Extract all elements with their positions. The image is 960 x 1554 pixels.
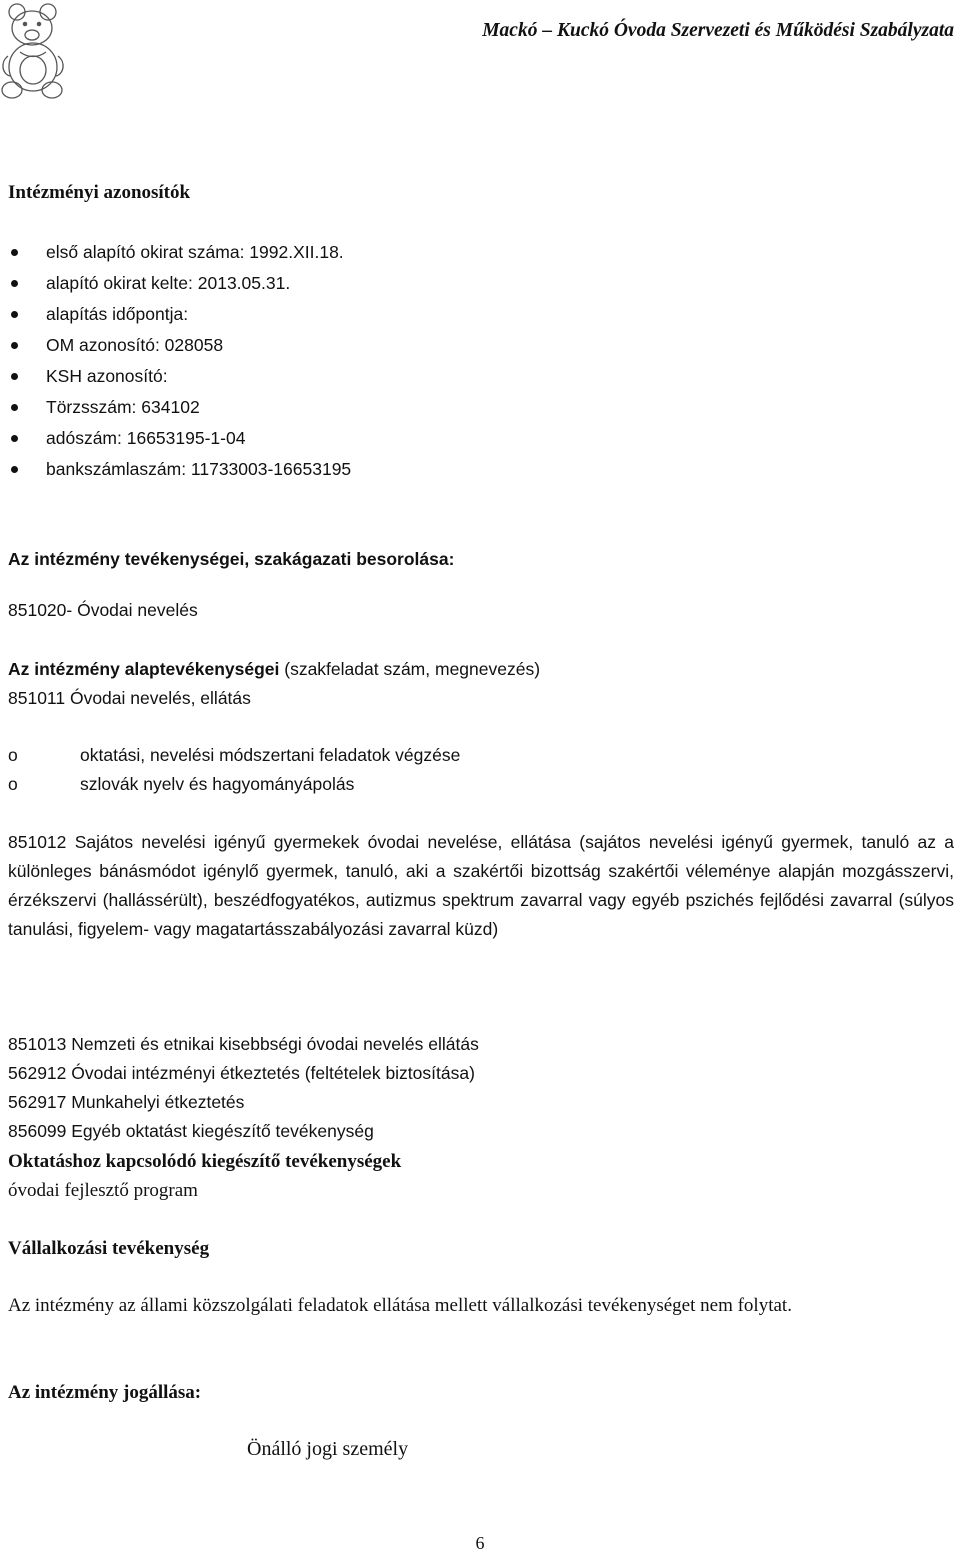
list-item: 562912 Óvodai intézményi étkeztetés (feltételek biztosítása): [8, 1063, 475, 1083]
list-item: 856099 Egyéb oktatást kiegészítő tevékenység: [8, 1121, 374, 1141]
bullet-icon: [11, 249, 18, 256]
core-activities-heading: Az intézmény alaptevékenységei (szakfeladat szám, megnevezés): [8, 659, 541, 679]
list-item: első alapító okirat száma: 1992.XII.18.: [8, 237, 954, 268]
other-activities: [8, 1030, 954, 1146]
list-item: 851013 Nemzeti és etnikai kisebbségi óvodai nevelés ellátás: [8, 1034, 479, 1054]
classification-heading: Az intézmény tevékenységei, szakágazati besorolása:: [8, 549, 455, 569]
core-activity-first: 851011 Óvodai nevelés, ellátás: [8, 688, 251, 708]
supplementary-heading: Oktatáshoz kapcsolódó kiegészítő tevékenységek: [8, 1151, 402, 1172]
bullet-icon: [11, 342, 18, 349]
identifiers-list: [8, 237, 954, 485]
list-item: alapító okirat kelte: 2013.05.31.: [8, 268, 954, 299]
business-text: Az intézmény az állami közszolgálati feladatok ellátása mellett vállalkozási tevékenységet nem folytat.: [8, 1295, 792, 1316]
list-item: bankszámlaszám: 11733003-16653195: [8, 454, 954, 485]
list-item: adószám: 16653195-1-04: [8, 423, 954, 454]
supplementary-text: óvodai fejlesztő program: [8, 1180, 198, 1201]
legal-status-value: Önálló jogi személy: [247, 1438, 409, 1460]
list-item: o oktatási, nevelési módszertani feladatok végzése: [8, 741, 954, 770]
bullet-icon: [11, 311, 18, 318]
identifiers-heading: Intézményi azonosítók: [8, 182, 191, 203]
special-needs-paragraph: 851012 Sajátos nevelési igényű gyermekek óvodai nevelése, ellátása (sajátos nevelési igényű gyermek, tanuló az a különleges bánásmódot igénylő gyermek, tanuló, aki a szakértői bizottság szakértői véleménye alapján mozgásszervi, érzékszervi (hallássérült), beszédfogyatékos, autizmus spektrum zavarral vagy egyéb pszichés fejlődési zavarral (súlyos tanulási, figyelem- vagy magatartásszabályozási zavarral küzd): [8, 832, 954, 939]
bullet-icon: [11, 280, 18, 287]
core-subitems-list: [8, 741, 954, 799]
list-item: o szlovák nyelv és hagyományápolás: [8, 770, 954, 799]
list-item: alapítás időpontja:: [8, 299, 954, 330]
bullet-icon: [11, 373, 18, 380]
list-item: KSH azonosító:: [8, 361, 954, 392]
list-item: 562917 Munkahelyi étkeztetés: [8, 1092, 245, 1112]
circle-bullet-icon: o: [8, 774, 18, 794]
list-item: Törzsszám: 634102: [8, 392, 954, 423]
business-heading: Vállalkozási tevékenység: [8, 1238, 210, 1259]
classification-code: 851020- Óvodai nevelés: [8, 600, 198, 620]
list-item: OM azonosító: 028058: [8, 330, 954, 361]
bullet-icon: [11, 466, 18, 473]
legal-status-heading: Az intézmény jogállása:: [8, 1382, 202, 1403]
circle-bullet-icon: o: [8, 745, 18, 765]
page-number: 6: [475, 1533, 485, 1553]
bullet-icon: [11, 435, 18, 442]
document-header-title: Mackó – Kuckó Óvoda Szervezeti és Működési Szabályzata: [482, 20, 954, 41]
teddy-bear-icon: [0, 0, 66, 102]
bullet-icon: [11, 404, 18, 411]
